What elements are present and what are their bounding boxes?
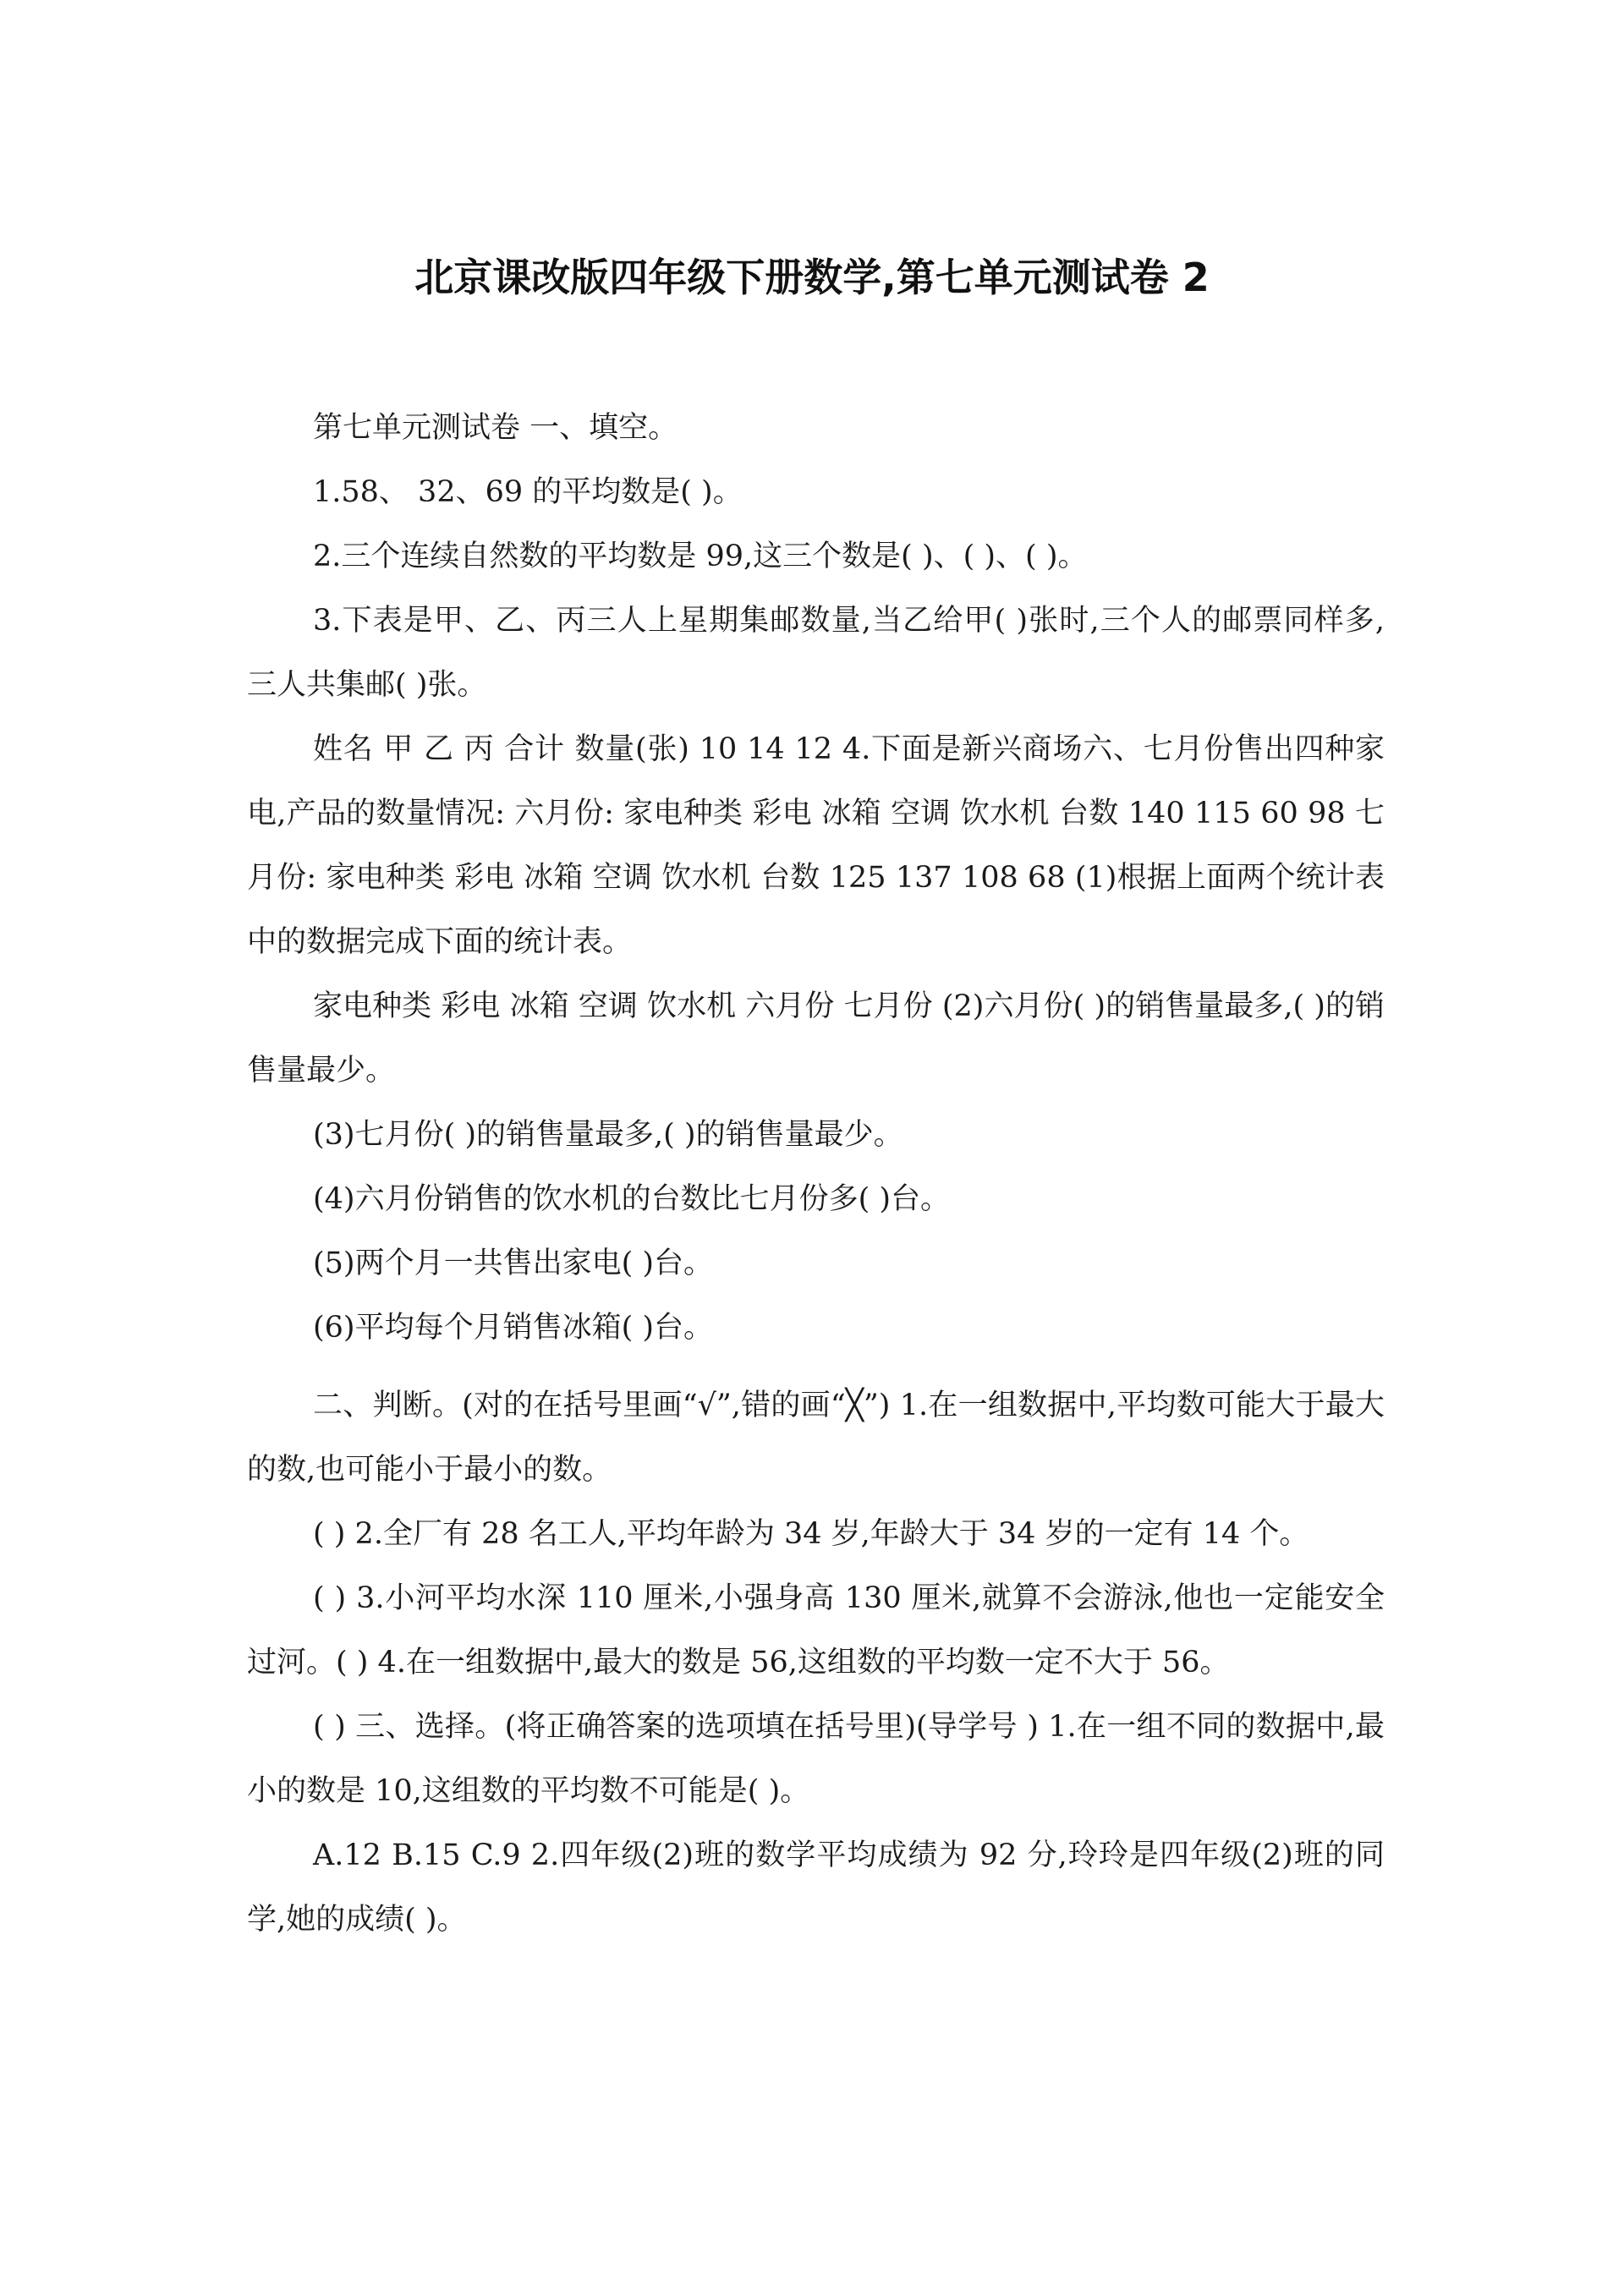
paragraph-question-4: 姓名 甲 乙 丙 合计 数量(张) 10 14 12 4.下面是新兴商场六、七月份售出四种家电,产品的数量情况: 六月份: 家电种类 彩电 冰箱 空调 饮水机 台数 140 115 60 98 七月份: 家电种类 彩电 冰箱 空调 饮水机 台数 125 137 108 68 (1)根据上面两个统计表中的数据完成下面的统计表。 xyxy=(247,732,1385,959)
paragraph-question-4-6: (6)平均每个月销售冰箱( )台。 xyxy=(313,1311,714,1345)
paragraph-judge-2: ( ) 2.全厂有 28 名工人,平均年龄为 34 岁,年龄大于 34 岁的一定有 14 个。 xyxy=(313,1517,1309,1551)
paragraph-section-three-choice: ( ) 三、选择。(将正确答案的选项填在括号里)(导学号 ) 1.在一组不同的数据中,最小的数是 10,这组数的平均数不可能是( )。 xyxy=(247,1710,1385,1808)
paragraph-question-1: 1.58、 32、69 的平均数是( )。 xyxy=(313,475,743,509)
paragraph-question-4-3: (3)七月份( )的销售量最多,( )的销售量最少。 xyxy=(313,1118,903,1152)
paragraph-question-4-5: (5)两个月一共售出家电( )台。 xyxy=(313,1247,714,1280)
paragraph-section-one-heading: 第七单元测试卷 一、填空。 xyxy=(313,411,678,445)
paragraph-question-4-4: (4)六月份销售的饮水机的台数比七月份多( )台。 xyxy=(313,1182,951,1216)
paragraph-question-2: 2.三个连续自然数的平均数是 99,这三个数是( )、( )、( )。 xyxy=(313,540,1088,573)
paragraph-question-4-2: 家电种类 彩电 冰箱 空调 饮水机 六月份 七月份 (2)六月份( )的销售量最多,( )的销售量最少。 xyxy=(247,989,1385,1088)
paragraph-judge-3-4: ( ) 3.小河平均水深 110 厘米,小强身高 130 厘米,就算不会游泳,他也一定能安全过河。( ) 4.在一组数据中,最大的数是 56,这组数的平均数一定不大于 56。 xyxy=(247,1581,1385,1680)
paragraph-choice-2: A.12 B.15 C.9 2.四年级(2)班的数学平均成绩为 92 分,玲玲是四年级(2)班的同学,她的成绩( )。 xyxy=(247,1838,1385,1937)
document-body xyxy=(247,396,1385,1952)
paragraph-question-3: 3.下表是甲、乙、丙三人上星期集邮数量,当乙给甲( )张时,三个人的邮票同样多, 三人共集邮( )张。 xyxy=(247,604,1385,702)
paragraph-section-two-judge: 二、判断。(对的在括号里画“√”,错的画“╳”) 1.在一组数据中,平均数可能大于最大的数,也可能小于最小的数。 xyxy=(247,1389,1385,1487)
document-title: 北京课改版四年级下册数学,第七单元测试卷 2 xyxy=(414,255,1210,300)
